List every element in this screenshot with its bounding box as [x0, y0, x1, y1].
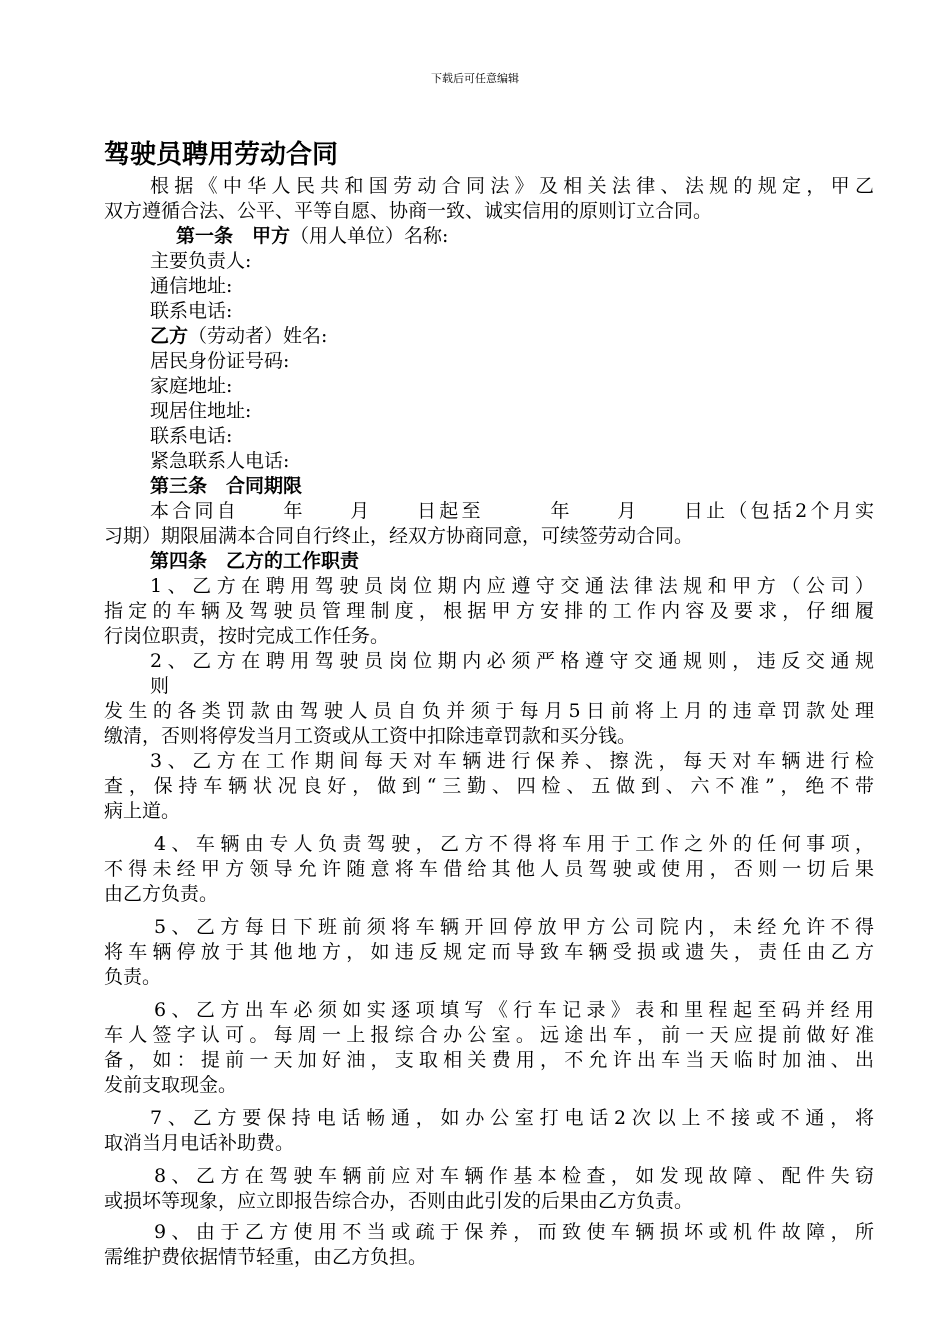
article-3-line-2: 习期）期限届满本合同自行终止，经双方协商同意，可续签劳动合同。 [104, 525, 694, 547]
duty-4-line-1: 4、车辆由专人负责驾驶，乙方不得将车用于工作之外的任何事项， [154, 833, 874, 855]
duty-1-line-3: 行岗位职责，按时完成工作任务。 [104, 625, 390, 647]
duty-7-line-1: 7、乙方要保持电话畅通，如办公室打电话2次以上不接或不通，将 [150, 1107, 874, 1129]
article-1-rest: （用人单位）名称: [290, 225, 449, 247]
duty-2-line-4: 缴清，否则将停发当月工资或从工资中扣除违章罚款和买分钱。 [104, 725, 637, 747]
duty-1-line-2: 指定的车辆及驾驶员管理制度，根据甲方安排的工作内容及要求，仔细履 [104, 600, 874, 622]
header-note: 下载后可任意编辑 [431, 72, 519, 85]
duty-3-line-1: 3、乙方在工作期间每天对车辆进行保养、擦洗，每天对车辆进行检 [150, 750, 874, 772]
duty-6-line-3: 备，如：提前一天加好油，支取相关费用，不允许出车当天临时加油、出 [104, 1049, 874, 1071]
duty-3-line-2: 查，保持车辆状况良好，做到“三勤、四检、五做到、六不准”，绝不带 [104, 775, 874, 797]
duty-5-line-1: 5、乙方每日下班前须将车辆开回停放甲方公司院内，未经允许不得 [154, 916, 874, 938]
duty-4-line-3: 由乙方负责。 [104, 883, 219, 905]
duty-6-line-1: 6、乙方出车必须如实逐项填写《行车记录》表和里程起至码并经用 [154, 999, 874, 1021]
intro-line-1: 根据《中华人民共和国劳动合同法》及相关法律、法规的规定，甲乙 [150, 175, 874, 197]
party-a-address-field: 通信地址: [150, 275, 233, 297]
duty-9-line-1: 9、由于乙方使用不当或疏于保养，而致使车辆损坏或机件故障，所 [154, 1221, 874, 1243]
duty-2-line-1: 2、乙方在聘用驾驶员岗位期内必须严格遵守交通规则，违反交通规 [150, 650, 874, 672]
party-b-heading [104, 324, 874, 349]
duty-2-line-3: 发生的各类罚款由驾驶人员自负并须于每月5日前将上月的违章罚款处理 [104, 700, 874, 722]
duty-8-line-2: 或损坏等现象，应立即报告综合办，否则由此引发的后果由乙方负责。 [104, 1190, 694, 1212]
duty-5-line-2: 将车辆停放于其他地方，如违反规定而导致车辆受损或遗失，责任由乙方 [104, 941, 874, 963]
party-b-home-field: 家庭地址: [150, 375, 233, 397]
contract-body [104, 174, 874, 1270]
document-title: 驾驶员聘用劳动合同 [104, 140, 339, 170]
article-4-heading: 第四条 乙方的工作职责 [150, 550, 360, 572]
party-b-residence-field: 现居住地址: [150, 400, 252, 422]
article-3-heading: 第三条 合同期限 [150, 475, 303, 497]
article-1-heading [104, 224, 874, 249]
duty-5-line-3: 负责。 [104, 966, 162, 988]
duty-4-line-2: 不得未经甲方领导允许随意将车借给其他人员驾驶或使用，否则一切后果 [104, 858, 874, 880]
party-a-phone-field: 联系电话: [150, 300, 233, 322]
article-1-label: 第一条 甲方 [176, 225, 291, 247]
duty-1-line-1: 1、乙方在聘用驾驶员岗位期内应遵守交通法律法规和甲方（公司） [150, 575, 874, 597]
duty-3-line-3: 病上道。 [104, 800, 181, 822]
duty-6-line-2: 车人签字认可。每周一上报综合办公室。远途出车，前一天应提前做好准 [104, 1024, 874, 1046]
party-b-id-field: 居民身份证号码: [150, 350, 290, 372]
party-b-emergency-field: 紧急联系人电话: [150, 450, 290, 472]
party-b-phone-field: 联系电话: [150, 425, 233, 447]
article-3-line-1: 本合同自 年 月 日起至 年 月 日止（包括2个月实 [150, 500, 874, 522]
party-a-responsible-field: 主要负责人: [150, 250, 252, 272]
duty-9-line-2: 需维护费依据情节轻重，由乙方负担。 [104, 1246, 428, 1268]
party-b-rest: （劳动者）姓名: [188, 325, 328, 347]
intro-line-2: 双方遵循合法、公平、平等自愿、协商一致、诚实信用的原则订立合同。 [104, 200, 713, 222]
duty-7-line-2: 取消当月电话补助费。 [104, 1132, 295, 1154]
duty-2-line-2: 则 [150, 675, 170, 697]
duty-8-line-1: 8、乙方在驾驶车辆前应对车辆作基本检查，如发现故障、配件失窃 [154, 1165, 874, 1187]
duty-6-line-4: 发前支取现金。 [104, 1074, 238, 1096]
party-b-label: 乙方 [150, 325, 189, 347]
